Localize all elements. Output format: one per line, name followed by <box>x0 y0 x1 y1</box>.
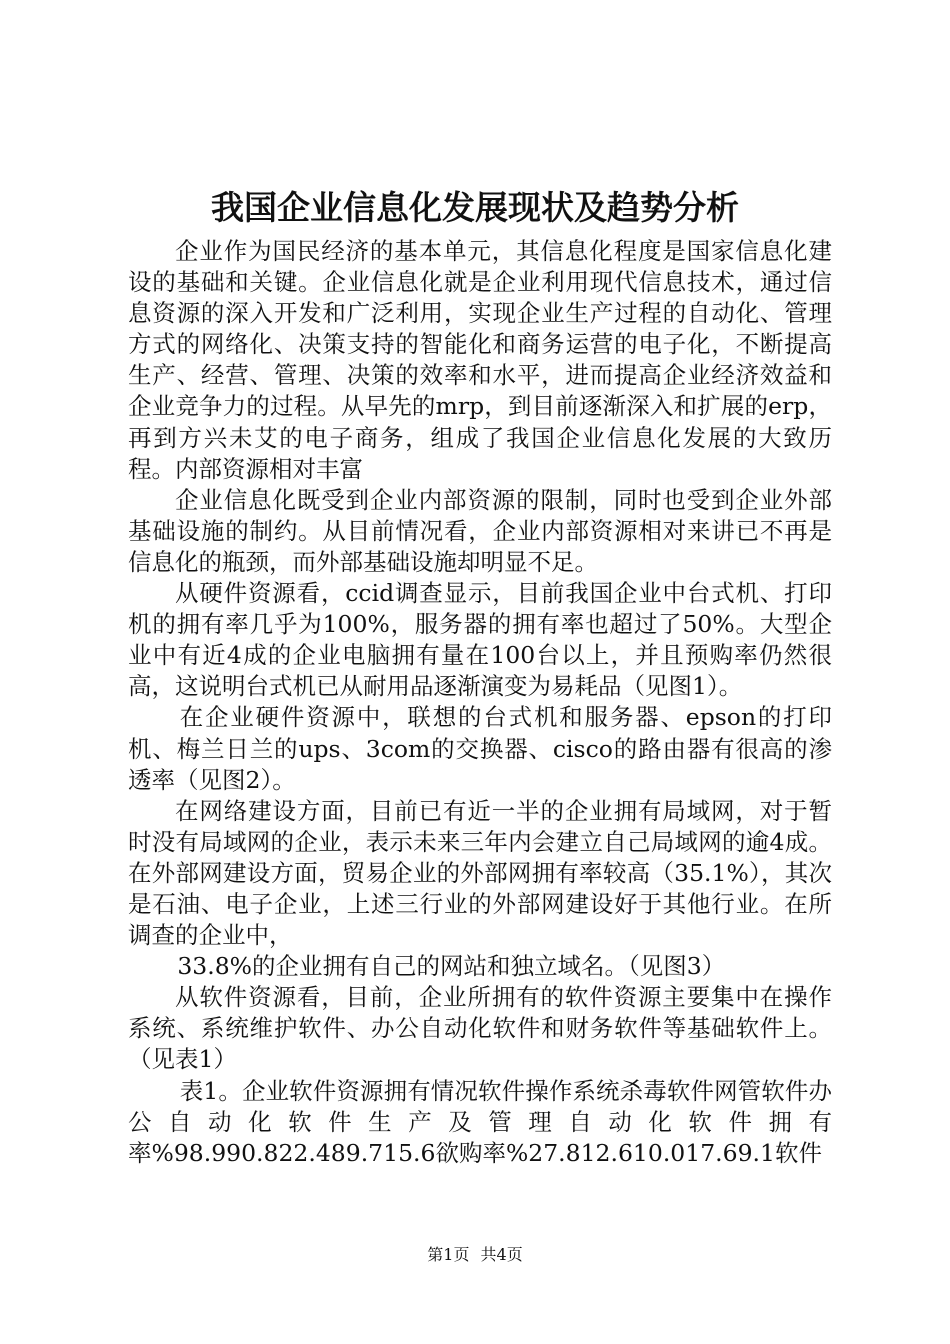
paragraph-software: 从软件资源看，目前，企业所拥有的软件资源主要集中在操作系统、系统维护软件、办公自动化软件和财务软件等基础软件上。（见表1） <box>128 983 832 1074</box>
paragraph-intro: 企业作为国民经济的基本单元，其信息化程度是国家信息化建设的基础和关键。企业信息化就是企业利用现代信息技术，通过信息资源的深入开发和广泛利用，实现企业生产过程的自动化、管理方式的网络化、决策支持的智能化和商务运营的电子化，不断提高生产、经营、管理、决策的效率和水平，进而提高企业经济效益和企业竞争力的过程。从早先的mrp，到目前逐渐深入和扩展的erp，再到方兴未艾的电子商务，组成了我国企业信息化发展的大致历程。内部资源相对丰富 <box>128 237 832 483</box>
document-title: 我国企业信息化发展现状及趋势分析 <box>211 188 739 227</box>
paragraph-network: 在网络建设方面，目前已有近一半的企业拥有局域网，对于暂时没有局域网的企业，表示未来三年内会建立自己局域网的逾4成。在外部网建设方面，贸易企业的外部网拥有率较高（35.1%），其次是石油、电子企业，上述三行业的外部网建设好于其他行业。在所调查的企业中， <box>128 796 832 950</box>
paragraph-websites: 33.8%的企业拥有自己的网站和独立域名。（见图3） <box>177 952 726 981</box>
page-footer <box>0 1244 950 1266</box>
paragraph-internal-resources: 企业信息化既受到企业内部资源的限制，同时也受到企业外部基础设施的制约。从目前情况看，企业内部资源相对来讲已不再是信息化的瓶颈，而外部基础设施却明显不足。 <box>128 485 832 576</box>
document-body <box>128 236 832 1169</box>
paragraph-hardware-brands: 在企业硬件资源中，联想的台式机和服务器、epson的打印机、梅兰日兰的ups、3com的交换器、cisco的路由器有很高的渗透率（见图2）。 <box>128 703 832 794</box>
paragraph-table-1: 表1。企业软件资源拥有情况软件操作系统杀毒软件网管软件办公自动化软件生产及管理自动化软件拥有率%98.990.822.489.715.6欲购率%27.812.610.017.69.1软件 <box>128 1076 832 1167</box>
paragraph-hardware: 从硬件资源看，ccid调查显示，目前我国企业中台式机、打印机的拥有率几乎为100%，服务器的拥有率也超过了50%。大型企业中有近4成的企业电脑拥有量在100台以上，并且预购率仍然很高，这说明台式机已从耐用品逐渐演变为易耗品（见图1）。 <box>128 579 832 701</box>
page-total: 共4页 <box>480 1245 523 1264</box>
page-number: 第1页 <box>427 1245 470 1264</box>
